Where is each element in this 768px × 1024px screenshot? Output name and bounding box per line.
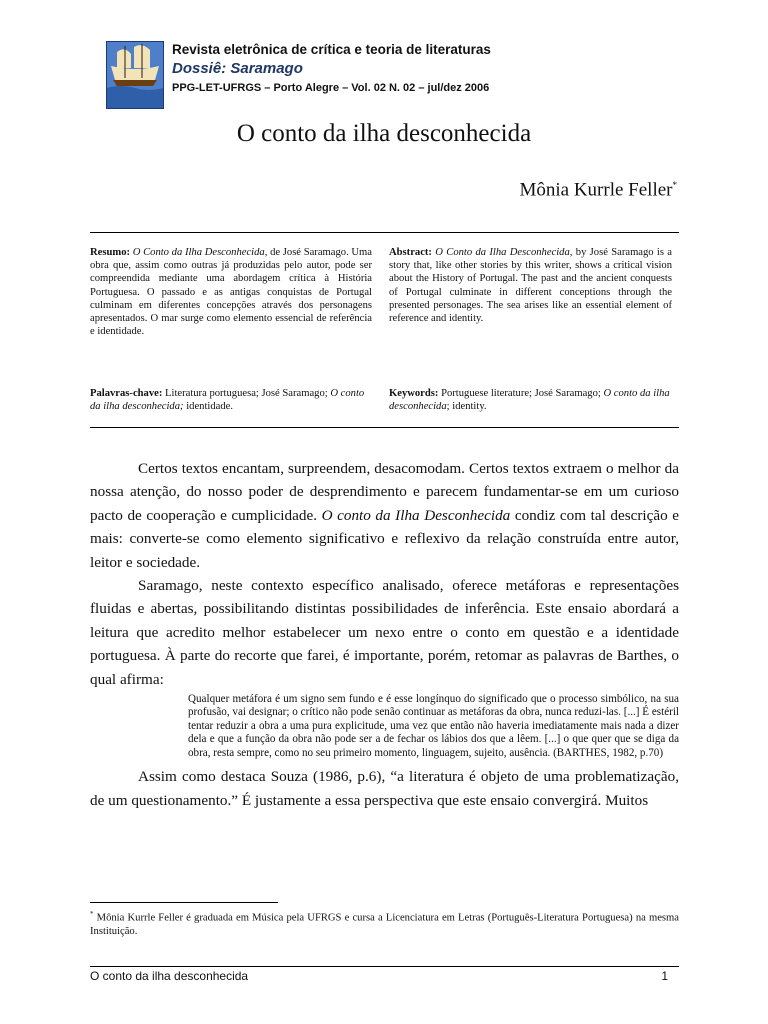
paragraph-1-work-title: O conto da Ilha Desconhecida	[321, 506, 511, 524]
footnote-rule	[90, 902, 278, 903]
top-rule	[90, 232, 679, 233]
running-title: O conto da ilha desconhecida	[90, 969, 249, 983]
author-footnote-marker: *	[672, 180, 677, 190]
keywords-pt	[90, 387, 372, 413]
footer-rule	[90, 966, 679, 967]
abstract-pt-label: Resumo:	[90, 247, 131, 258]
block-quote: Qualquer metáfora é um signo sem fundo e é esse longínquo do significado que o processo simbólico, na sua profusão, vai designar; o crítico não pode senão continuar as metáforas da obra, nunca reduzi-las. [...] É estéril tentar reduzir a obra a uma pura explicitude, uma vez que então não haveria imediatamente mais nada a dizer dela e que a função da obra não pode ser a de fechar os lábios dos que a lêem. [...] o que quer que se diga da obra, resta sempre, como no seu primeiro momento, linguagem, sujeito, ausência. (BARTHES, 1982, p.70)	[188, 693, 679, 759]
ship-logo-icon	[107, 42, 163, 108]
abstract-pt-work-title: O Conto da Ilha Desconhecida,	[132, 247, 268, 258]
paragraph-3: Assim como destaca Souza (1986, p.6), “a literatura é objeto de uma problematização, de um questionamento.” É justamente a essa perspectiva que este ensaio convergirá. Muitos	[90, 768, 679, 809]
keywords-en	[389, 387, 679, 413]
abstract-pt	[90, 246, 372, 338]
article-body	[90, 457, 679, 812]
paragraph-2: Saramago, neste contexto específico analisado, oferece metáforas e representações fluidas e abertas, possibilitando distintas possibilidades de inferência. Este ensaio abordará a leitura que acredito melhor estabelecer um nexo entre o conto em questão e a identidade portuguesa. À parte do recorte que farei, é importante, porém, retomar as palavras de Barthes, o qual afirma:	[90, 577, 679, 688]
abstract-en-label: Abstract:	[389, 247, 432, 258]
abstract-en-text: by José Saramago is a story that, like other stories by this writer, shows a critical vision about the History of Portugal. The past and the ancient conquests of Portugal culminate in different conceptions through the presented personages. The sea arises like an essential element of reference and identity.	[389, 247, 673, 325]
footnote-text: Mônia Kurrle Feller é graduada em Música pela UFRGS e cursa a Licenciatura em Letras (Português-Literatura Portuguesa) na mesma Instituição.	[90, 912, 679, 937]
abstract-en	[389, 246, 672, 325]
paragraph-1-text-b: condiz com tal descrição e mais: converte-se como elemento significativo e reflexivo da relação construída entre autor, leitor e sociedade.	[90, 506, 680, 571]
keywords-pt-text-1: Literatura portuguesa; José Saramago;	[165, 388, 328, 399]
keywords-en-work-title: O conto da ilha desconhecida	[389, 388, 670, 413]
journal-name: Revista eletrônica de crítica e teoria de literaturas	[172, 42, 491, 57]
article-title: O conto da ilha desconhecida	[236, 120, 532, 147]
keywords-pt-label: Palavras-chave:	[90, 388, 163, 399]
journal-header	[172, 41, 491, 97]
page-number: 1	[661, 969, 668, 983]
keywords-en-label: Keywords:	[389, 388, 439, 399]
keywords-pt-text-2: identidade.	[186, 401, 233, 413]
abstract-en-work-title: O Conto da Ilha Desconhecida,	[435, 247, 573, 258]
paragraph-1-text-a: Certos textos encantam, surpreendem, desacomodam. Certos textos extraem o melhor da nossa atenção, do nosso poder de desprendimento e parecem fundamentar-se em um curioso pacto de cooperação e cumplicidade.	[90, 460, 679, 524]
keywords-en-text-1: Portuguese literature; José Saramago;	[441, 388, 601, 399]
dossier-name: Dossiê: Saramago	[172, 60, 303, 77]
footnote-marker: *	[90, 910, 94, 918]
paragraph-1	[90, 457, 679, 574]
abstract-pt-text: de José Saramago. Uma obra que, assim como outras já produzidas pelo autor, pode ser compreendida mediante uma abordagem crítica à História Portuguesa. O passado e as antigas conquistas de Portugal culminam em diferentes concepções através dos personagens apresentados. O mar surge como elemento essencial de referência e identidade.	[90, 247, 372, 338]
keywords-en-text-2: ; identity.	[446, 401, 487, 413]
keywords-pt-work-title: O conto da ilha desconhecida;	[90, 388, 365, 413]
author-text: Mônia Kurrle Feller	[519, 179, 673, 201]
keywords-rule	[90, 427, 679, 428]
footnote	[90, 908, 679, 938]
issue-line: PPG-LET-UFRGS – Porto Alegre – Vol. 02 N. 02 – jul/dez 2006	[172, 82, 490, 94]
journal-logo	[106, 41, 164, 109]
author-name	[519, 172, 677, 203]
